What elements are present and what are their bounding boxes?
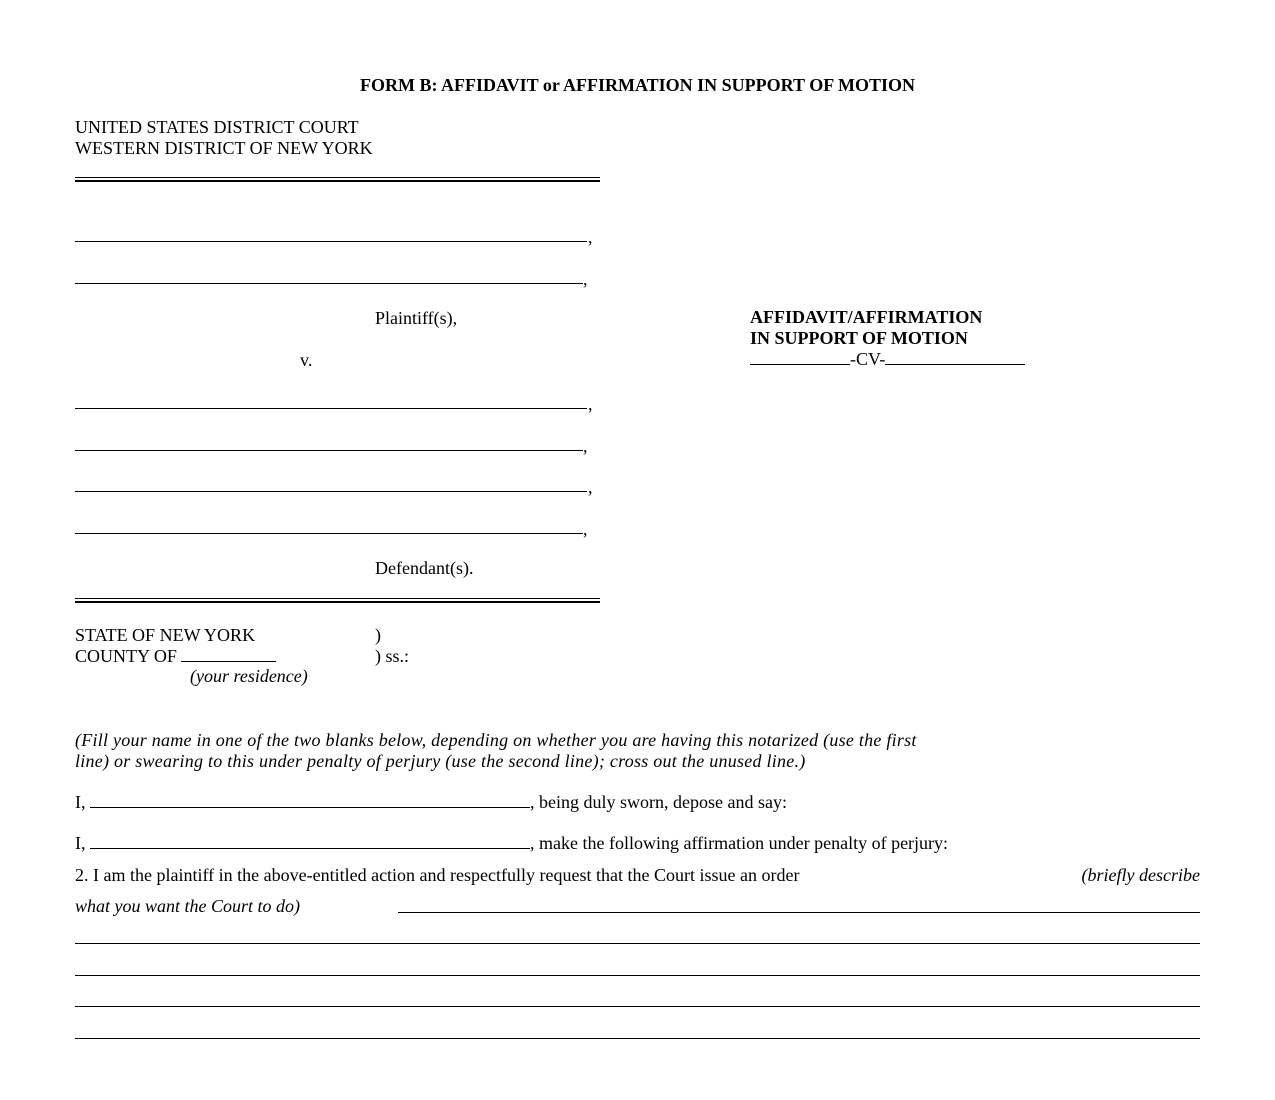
caption-divider-top	[75, 177, 600, 182]
oath-sworn	[75, 792, 787, 813]
county-label: COUNTY OF	[75, 646, 177, 666]
doc-title-line2: IN SUPPORT OF MOTION	[750, 328, 968, 348]
affirm-name-blank[interactable]	[90, 834, 530, 849]
request-line-2[interactable]	[75, 943, 1200, 944]
form-title: FORM B: AFFIDAVIT or AFFIRMATION IN SUPPORT OF MOTION	[359, 75, 916, 95]
para2-text: 2. I am the plaintiff in the above-entitled action and respectfully request that the Court issue an order	[75, 865, 800, 885]
versus-label: v.	[300, 350, 313, 370]
defendant-name-line-4[interactable]	[75, 533, 583, 534]
doc-title-line1: AFFIDAVIT/AFFIRMATION	[750, 307, 983, 327]
para2-hint1: (briefly describe	[1081, 865, 1200, 885]
para2-line1	[75, 865, 1200, 886]
request-line-5[interactable]	[75, 1038, 1200, 1039]
case-number[interactable]	[750, 349, 1025, 370]
oath-prefix: I,	[75, 792, 86, 812]
plaintiff-name-line-2[interactable]	[75, 283, 583, 284]
venue-paren: )	[375, 625, 381, 645]
request-line-1[interactable]	[398, 912, 1200, 913]
comma: ,	[588, 227, 593, 247]
residence-hint: (your residence)	[190, 666, 308, 686]
sworn-text: , being duly sworn, depose and say:	[530, 792, 787, 812]
venue-ss: ) ss.:	[375, 646, 410, 666]
case-number-cv: -CV-	[850, 349, 886, 369]
plaintiff-name-line-1[interactable]	[75, 241, 587, 242]
request-line-3[interactable]	[75, 975, 1200, 976]
caption-divider-bottom	[75, 598, 600, 603]
comma: ,	[588, 394, 593, 414]
para2-hint2: what you want the Court to do)	[75, 896, 300, 916]
plaintiffs-label: Plaintiff(s),	[375, 308, 458, 328]
defendant-name-line-2[interactable]	[75, 450, 583, 451]
defendants-label: Defendant(s).	[375, 558, 474, 578]
instructions-line2: line) or swearing to this under penalty of perjury (use the second line); cross out the unused line.)	[75, 751, 806, 771]
venue-state: STATE OF NEW YORK	[75, 625, 256, 645]
venue-county	[75, 646, 276, 667]
county-blank[interactable]	[181, 647, 276, 662]
defendant-name-line-3[interactable]	[75, 491, 587, 492]
oath-prefix: I,	[75, 833, 86, 853]
comma: ,	[583, 269, 588, 289]
comma: ,	[583, 436, 588, 456]
comma: ,	[588, 477, 593, 497]
court-district: WESTERN DISTRICT OF NEW YORK	[75, 138, 373, 158]
request-line-4[interactable]	[75, 1006, 1200, 1007]
comma: ,	[583, 519, 588, 539]
sworn-name-blank[interactable]	[90, 793, 530, 808]
court-name: UNITED STATES DISTRICT COURT	[75, 117, 359, 137]
instructions-line1: (Fill your name in one of the two blanks below, depending on whether you are having this notarized (use the first	[75, 730, 917, 750]
oath-affirm	[75, 833, 948, 854]
defendant-name-line-1[interactable]	[75, 408, 587, 409]
affirm-text: , make the following affirmation under penalty of perjury:	[530, 833, 949, 853]
